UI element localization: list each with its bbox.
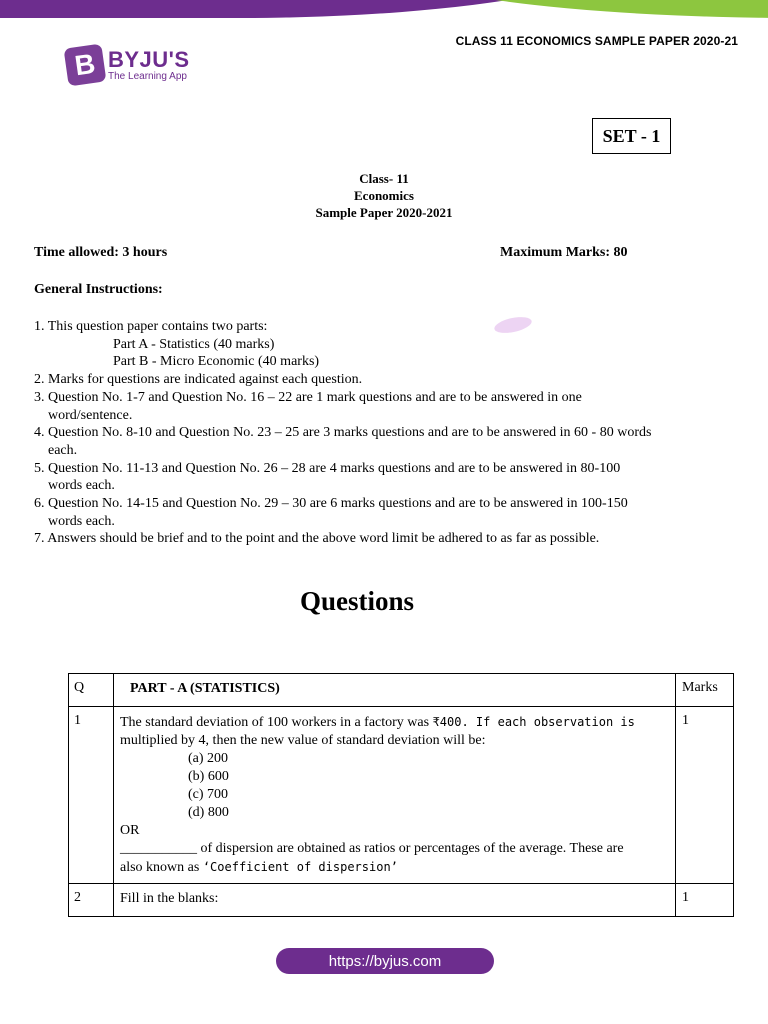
question-text: Fill in the blanks: [114,884,676,917]
subject-label: Economics [354,188,414,203]
questions-title: Questions [299,586,415,616]
instructions-list [34,318,714,548]
option-b: (b) 600 [188,769,229,784]
paper-label: Sample Paper 2020-2021 [315,205,453,220]
paper-header-title: CLASS 11 ECONOMICS SAMPLE PAPER 2020-21 [455,34,738,48]
instruction-item: 2. Marks for questions are indicated against each question. [34,372,363,388]
instruction-item: 3. Question No. 1-7 and Question No. 16 – 22 are 1 mark questions and are to be answered in one [34,389,582,405]
time-allowed: Time allowed: 3 hours [34,245,168,260]
logo-tagline: The Learning App [108,70,187,82]
header-q: Q [69,674,114,707]
instruction-continuation: word/sentence. [48,407,133,423]
question-number: 1 [69,707,114,884]
instruction-continuation: words each. [48,513,115,529]
question-marks: 1 [676,707,734,884]
instruction-item: 5. Question No. 11-13 and Question No. 26 – 28 are 4 marks questions and are to be answered in 80-100 [34,460,621,476]
instruction-item: 1. This question paper contains two parts: [34,319,268,334]
header-marks: Marks [676,674,734,707]
option-c: (c) 700 [188,787,229,802]
general-instructions-heading: General Instructions: [34,282,163,297]
instruction-subitem: Part A - Statistics (40 marks) [113,336,275,352]
instruction-continuation: words each. [48,478,115,494]
instruction-item: 4. Question No. 8-10 and Question No. 23 – 25 are 3 marks questions and are to be answered in 60 - 80 words [34,425,652,441]
question-text [114,707,676,884]
option-d: (d) 800 [188,805,229,820]
question-marks: 1 [676,884,734,917]
footer-url-link[interactable]: https://byjus.com [276,948,494,974]
logo-mark-icon: B [64,44,107,87]
instruction-continuation: each. [48,442,78,458]
table-header-row [69,674,734,707]
option-a: (a) 200 [188,751,229,766]
table-row [69,884,734,917]
logo-name: BYJU'S [108,46,190,72]
class-label: Class- 11 [359,171,409,186]
maximum-marks: Maximum Marks: 80 [500,245,628,260]
instruction-item: 7. Answers should be brief and to the point and the above word limit be adhered to as far as possible. [34,531,600,547]
questions-table [68,673,734,917]
or-label: OR [120,823,140,838]
byjus-logo [66,46,190,84]
q1-line2: multiplied by 4, then the new value of standard deviation will be: [120,733,486,748]
set-label: SET - 1 [592,118,671,154]
q1-line4b: ‘Coefficient of dispersion’ [202,860,398,874]
q1-line1a: The standard deviation of 100 workers in a factory was [120,715,433,730]
top-decorative-band [0,0,768,22]
header-part: PART - A (STATISTICS) [114,674,676,707]
q1-line3: ___________ of dispersion are obtained as ratios or percentages of the average. These are [120,841,624,856]
instruction-subitem: Part B - Micro Economic (40 marks) [113,354,320,370]
table-row [69,707,734,884]
paper-heading [0,170,768,221]
q1-line1b: ₹400. If each observation is [432,715,635,729]
instruction-item: 6. Question No. 14-15 and Question No. 29 – 30 are 6 marks questions and are to be answered in 100-150 [34,496,628,512]
question-number: 2 [69,884,114,917]
q1-line4a: also known as [120,860,203,875]
